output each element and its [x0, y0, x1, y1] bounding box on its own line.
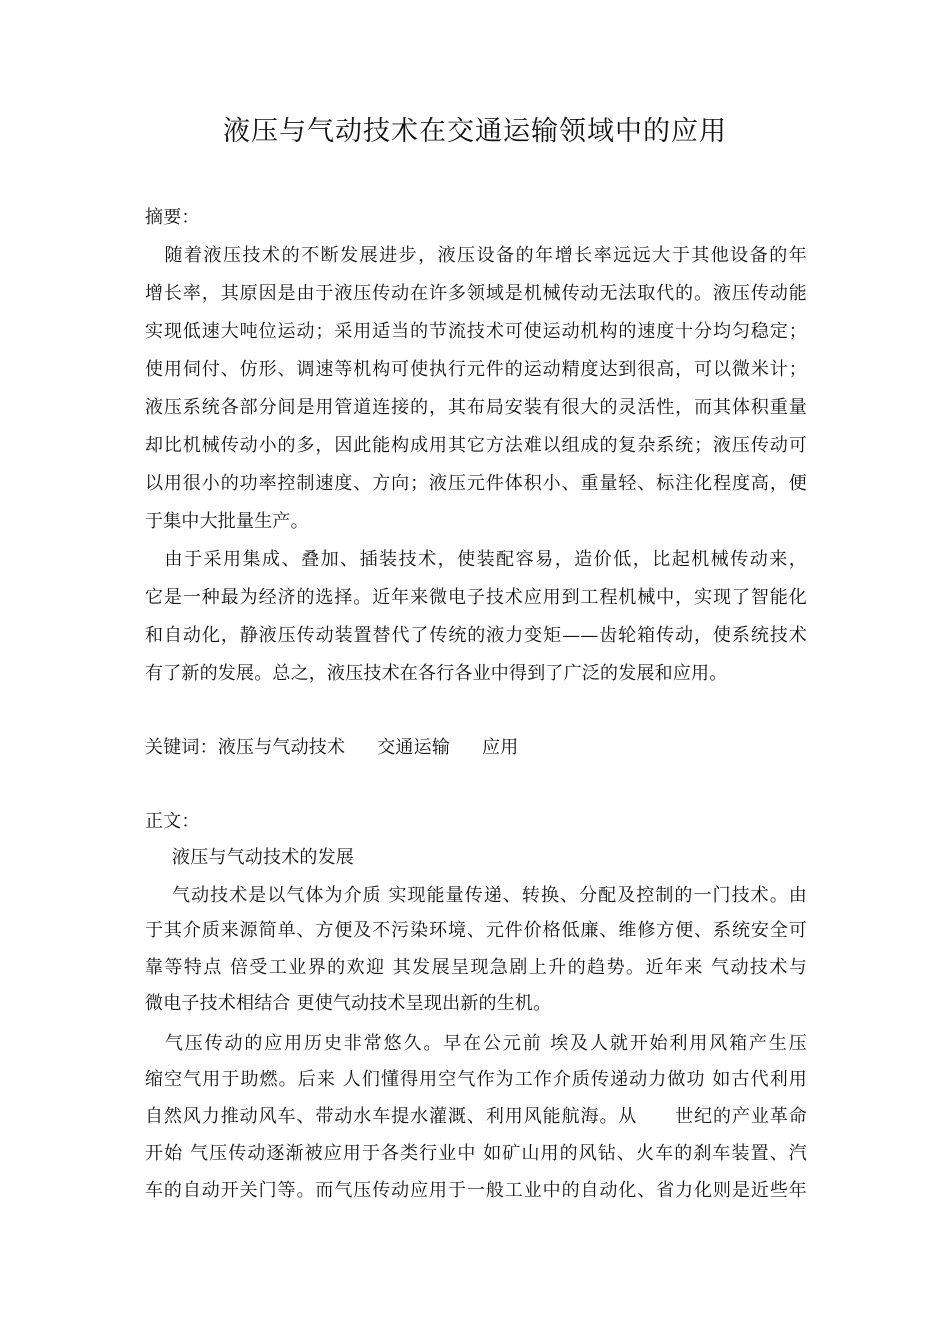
abstract-line: 使用伺付、仿形、调速等机构可使执行元件的运动精度达到很高，可以微米计； [145, 359, 807, 380]
keyword: 液压与气动技术 [217, 737, 346, 758]
abstract-line: 以用很小的功率控制速度、方向；液压元件体积小、重量轻、标注化程度高，便 [145, 473, 807, 494]
abstract-line: 它是一种最为经济的选择。近年来微电子技术应用到工程机械中，实现了智能化 [145, 587, 807, 608]
abstract-line: 有了新的发展。总之，液压技术在各行各业中得到了广泛的发展和应用。 [145, 663, 728, 684]
body-line: 车的自动开关门等。而气压传动应用于一般工业中的自动化、省力化则是近些年 [145, 1180, 807, 1201]
keywords-row [145, 735, 518, 761]
abstract-line: 增长率，其原因是由于液压传动在许多领域是机械传动无法取代的。液压传动能 [145, 283, 807, 304]
body-line: 靠等特点 倍受工业界的欢迎 其发展呈现急剧上升的趋势。近年来 气动技术与 [145, 957, 807, 978]
body-line: 开始 气压传动逐渐被应用于各类行业中 如矿山用的风钻、火车的刹车装置、汽 [145, 1143, 807, 1164]
document-title: 液压与气动技术在交通运输领域中的应用 [223, 116, 727, 147]
abstract-line: 随着液压技术的不断发展进步，液压设备的年增长率远远大于其他设备的年 [145, 245, 807, 266]
body-line: 缩空气用于助燃。后来 人们懂得用空气作为工作介质传递动力做功 如古代利用 [145, 1069, 807, 1090]
body-line: 于其介质来源简单、方便及不污染环境、元件价格低廉、维修方便、系统安全可 [145, 920, 807, 941]
body-line: 微电子技术相结合 更使气动技术呈现出新的生机。 [145, 993, 552, 1014]
body-line: 自然风力推动风车、带动水车提水灌溉、利用风能航海。从 世纪的产业革命 [145, 1106, 807, 1127]
keyword: 应用 [482, 737, 519, 758]
body-line: 气动技术是以气体为介质 实现能量传递、转换、分配及控制的一门技术。由 [172, 885, 807, 906]
body-line: 气压传动的应用历史非常悠久。早在公元前 埃及人就开始利用风箱产生压 [145, 1033, 807, 1054]
abstract-line: 实现低速大吨位运动；采用适当的节流技术可使运动机构的速度十分均匀稳定； [145, 321, 807, 342]
abstract-line: 和自动化，静液压传动装置替代了传统的液力变矩——齿轮箱传动，使系统技术 [145, 625, 807, 646]
section-heading: 液压与气动技术的发展 [172, 847, 354, 868]
keywords-label: 关键词： [145, 737, 218, 758]
abstract-line: 液压系统各部分间是用管道连接的，其布局安装有很大的灵活性，而其体积重量 [145, 397, 807, 418]
abstract-line: 却比机械传动小的多，因此能构成用其它方法难以组成的复杂系统；液压传动可 [145, 435, 807, 456]
abstract-label: 摘要： [145, 207, 200, 228]
abstract-line: 由于采用集成、叠加、插装技术，使装配容易，造价低，比起机械传动来， [145, 549, 807, 570]
keyword: 交通运输 [377, 737, 451, 758]
abstract-line: 于集中大批量生产。 [145, 511, 309, 532]
body-label: 正文： [145, 811, 200, 832]
